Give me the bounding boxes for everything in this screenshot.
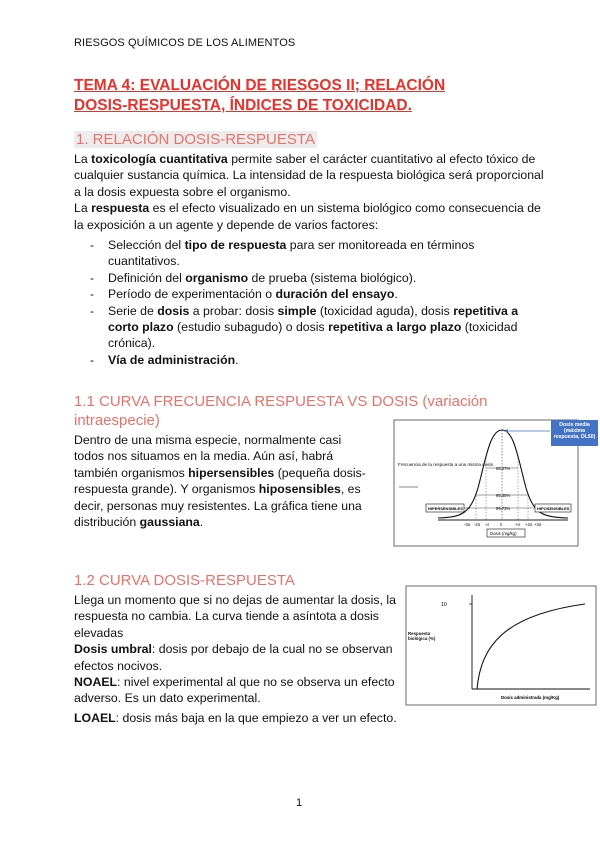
tick-label: +2σ [525,522,533,527]
hyposensitive-label: HIPOSENSIBLES [537,505,570,511]
title-line-2: DOSIS-RESPUESTA, ÍNDICES DE TOXICIDAD. [74,97,412,114]
list-item: - Serie de dosis a probar: dosis simple (toxicidad aguda), dosis repetitiva a corto plazo (estudio subagudo) o dosis repetitiva a largo plazo (toxicidad crónica). [90,303,519,351]
section-1-heading: 1. RELACIÓN DOSIS-RESPUESTA [76,131,315,148]
hypersensitive-label: HIPERSENSIBLES [428,505,463,511]
dose-response-figure [405,585,600,707]
list-item: - Selección del tipo de respuesta para ser monitoreada en términos cuantitativos. [90,238,475,269]
section-1-2-heading: 1.2 CURVA DOSIS-RESPUESTA [74,572,295,589]
callout-text: Dosis media (máxima respuesta, DL50) [553,422,596,441]
dr-ylabel: Respuesta biológica (%) [408,631,436,642]
list-item: - Período de experimentación o duración del ensayo. [90,287,398,302]
factors-list [90,237,530,368]
title-line-1: TEMA 4: EVALUACIÓN DE RIESGOS II; RELACIÓN [74,77,446,94]
dr-xlabel: Dosis administrada (mg/Kg) [501,695,560,700]
paragraph-noael: NOAEL: nivel experimental al que no se observa un efecto adverso. Es un dato experimental. [74,675,395,706]
paragraph-response: La respuesta es el efecto visualizado en un sistema biológico como consecuencia de la exposición a un agente y depende de varios factores: [74,201,541,232]
section-1-1-body: Dentro de una misma especie, normalmente casi todos nos situamos en la media. Aún así, habrá también organismos hipersensibles (pequeña dosis-respuesta grande). Y organismos hiposensibles, es decir, personas muy resistentes. La gráfica tiene una distribución gaussiana. [74,433,366,530]
gaussian-xlabel: Dosis (mg/kg) [490,530,517,536]
tick-label: +3σ [534,522,542,527]
page-number: 1 [296,797,303,809]
paragraph-toxicology: La toxicología cuantitativa permite saber el carácter cuantitativo al efecto tóxico de cualquier sustancia química. La intensidad de la respuesta biológica será proporcional a la dosis expuesta sobre el organismo. [74,152,544,199]
page-header: RIESGOS QUÍMICOS DE LOS ALIMENTOS [74,37,296,49]
gaussian-ylabel: Frecuencia de la respuesta a una misma dosis [398,462,493,467]
tick-label: x̄ [500,522,503,527]
band-outer-label: 99,73% [496,506,511,511]
tick-label: -3σ [464,522,471,527]
page-title [74,76,544,116]
tick-label: -σ [485,522,489,527]
tick-label: -2σ [474,522,481,527]
list-item: - Definición del organismo de prueba (sistema biológico). [90,270,417,285]
paragraph-loael: LOAEL: dosis más baja en la que empiezo a ver un efecto. [74,711,397,725]
paragraph-asymptote: Llega un momento que si no dejas de aumentar la dosis, la respuesta no cambia. La curva tiende a asíntota a dosis elevadas [74,593,396,640]
section-1-2-body [74,592,414,707]
section-1-1-heading: 1.1 CURVA FRECUENCIA RESPUESTA VS DOSIS (variación intraespecie) [74,393,488,429]
section-1-body [74,151,544,233]
list-item: - Vía de administración. [90,352,239,367]
dr-ytick: 10 [441,602,447,608]
band-mid-label: 95,45% [496,493,511,498]
paragraph-threshold: Dosis umbral: dosis por debajo de la cual no se observan efectos nocivos. [74,642,393,673]
gaussian-figure [392,418,600,550]
tick-label: +σ [515,522,521,527]
band-inner-label: 68,27% [496,466,511,471]
